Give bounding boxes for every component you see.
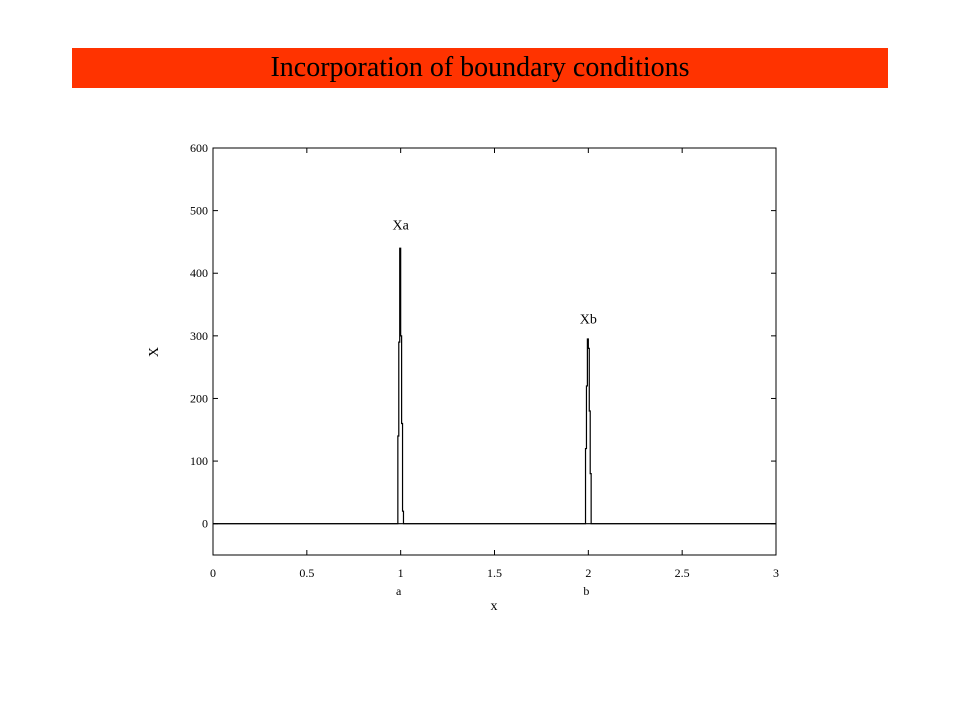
y-tick-label: 500 [190,203,208,218]
x-tick-label: 1 [397,566,404,580]
x-tick-label: 0.5 [299,566,315,580]
series-line-1 [213,248,776,524]
y-tick-label: 600 [190,141,208,155]
x-axis-label: x [490,599,498,614]
plot-frame [213,148,776,555]
x-tick-label: 2 [585,566,592,580]
peak-annotation: Xb [579,312,597,328]
ticks [190,141,779,598]
series-line-2 [213,339,776,524]
x-sublabel: a [396,584,402,598]
peak-annotation: Xa [392,218,409,234]
x-tick-label: 2.5 [674,566,690,580]
y-tick-label: 400 [190,266,208,281]
series [213,248,776,524]
y-axis-label: X [147,346,162,358]
y-tick-label: 200 [190,391,208,406]
y-tick-label: 0 [202,516,208,531]
x-tick-label: 1.5 [487,566,502,580]
x-tick-label: 3 [773,566,779,580]
page-title: Incorporation of boundary conditions [270,52,690,83]
x-sublabel: b [583,584,590,598]
y-tick-label: 100 [190,454,208,469]
annotations [393,218,597,327]
x-tick-label: 0 [210,566,216,580]
y-tick-label: 300 [190,328,208,343]
